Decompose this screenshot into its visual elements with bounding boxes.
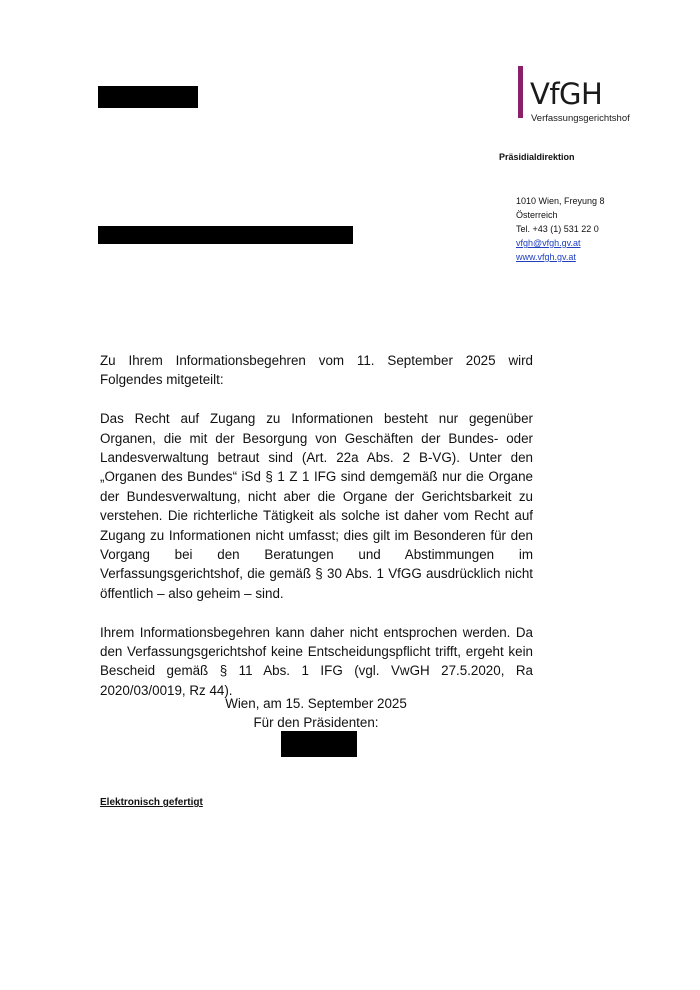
body-paragraph-legal-reasoning: Das Recht auf Zugang zu Informationen besteht nur gegenüber Organen, die mit der Besorgung von Geschäften der Bundes- oder Landesverwaltung betraut sind (Art. 22a Abs. 2 B-VG). Unter den „Organen des Bundes“ iSd § 1 Z 1 IFG sind demgemäß nur die Organe der Bundesverwaltung, nicht aber die Organe der Gerichtsbarkeit zu verstehen. Die richterliche Tätigkeit als solche ist daher vom Recht auf Zugang zu Informationen nicht umfasst; dies gilt im Besonderen für den Vorgang bei den Beratungen und Abstimmungen im Verfassungsgerichtshof, die gemäß § 30 Abs. 1 VfGG ausdrücklich nicht öffentlich – also geheim – sind. (100, 411, 533, 601)
logo-accent-bar (518, 66, 523, 118)
place-date: Wien, am 15. September 2025 (225, 696, 407, 711)
address-country: Österreich (516, 210, 558, 220)
redaction-bar-signatory (281, 731, 357, 757)
address-phone: Tel. +43 (1) 531 22 0 (516, 224, 599, 234)
on-behalf-line: Für den Präsidenten: (253, 715, 379, 731)
redaction-bar-recipient-name (98, 86, 198, 108)
address-street: 1010 Wien, Freyung 8 (516, 196, 605, 206)
logo-wordmark: VfGH (530, 77, 603, 111)
department-label: Präsidialdirektion (499, 152, 575, 162)
vfgh-logo (518, 66, 648, 126)
signature-block (200, 694, 432, 733)
logo-subtitle: Verfassungsgerichtshof (531, 113, 630, 124)
electronically-signed-note: Elektronisch gefertigt (100, 797, 203, 808)
letter-body (100, 351, 533, 720)
website-link[interactable]: www.vfgh.gv.at (516, 252, 576, 262)
redaction-bar-recipient-address (98, 226, 353, 244)
sender-address-block (516, 194, 605, 264)
body-paragraph-intro: Zu Ihrem Informationsbegehren vom 11. September 2025 wird Folgendes mitgeteilt: (100, 353, 533, 388)
body-paragraph-conclusion: Ihrem Informationsbegehren kann daher nicht entsprochen werden. Da den Verfassungsgerichtshof keine Entscheidungspflicht trifft, ergeht kein Bescheid gemäß § 11 Abs. 1 IFG (vgl. VwGH 27.5.2020, Ra 2020/03/0019, Rz 44). (100, 624, 533, 698)
email-link[interactable]: vfgh@vfgh.gv.at (516, 238, 581, 248)
